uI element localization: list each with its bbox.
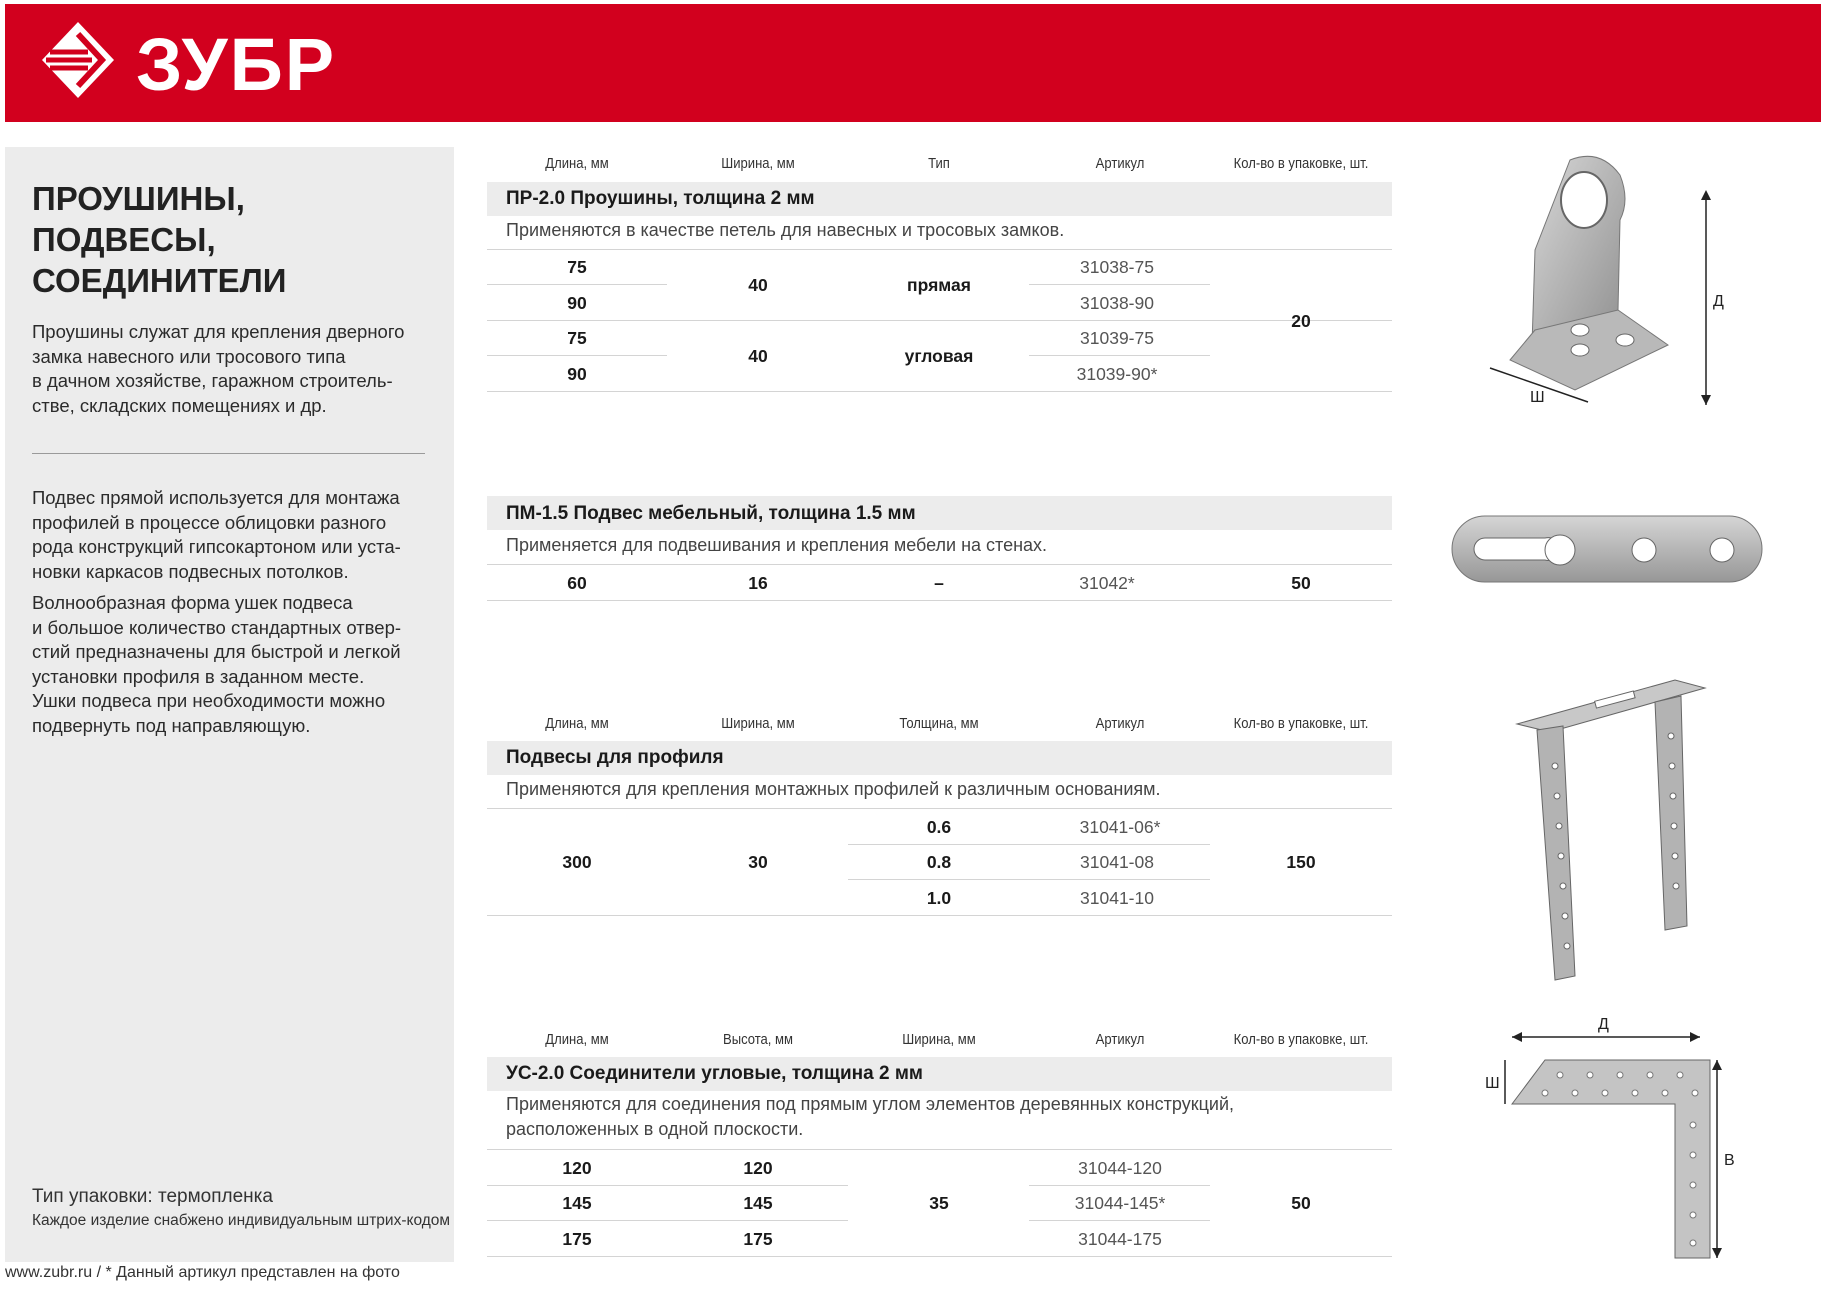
col-header-length: Длина, мм [545,716,609,732]
cell-thickness: 0.8 [926,852,952,872]
cell-length: 75 [567,328,587,348]
col-header-width: Ширина, мм [721,156,795,172]
furniture-hanger-illustration [1450,510,1765,590]
cell-width: 40 [748,275,768,295]
col-header-width: Ширина, мм [721,716,795,732]
row-divider [487,1149,1392,1150]
cell-length: 75 [567,257,587,277]
col-header-length: Длина, мм [545,1032,609,1048]
row-divider [487,249,1392,250]
section-title-profile-hangers: Подвесы для профиля [506,747,724,768]
row-divider [487,915,1392,916]
cell-length: 120 [562,1158,592,1178]
page-title: ПРОУШИНЫ, ПОДВЕСЫ, СОЕДИНИТЕЛИ [32,180,287,299]
footer-note: www.zubr.ru / * Данный артикул представлен на фото [5,1264,400,1281]
section-desc-pm15: Применяется для подвешивания и крепления мебели на стенах. [506,535,1048,555]
col-header-thickness: Толщина, мм [899,716,979,732]
cell-article: 31044-120 [1078,1158,1162,1178]
cell-width: 30 [748,852,768,872]
cell-article: 31042* [1079,573,1135,593]
sidebar-paragraph-hanger: Подвес прямой используется для монтажа профилей в процессе облицовки разного рода конструкций гипсокартоном или уста- новки каркасов подвесных потолков. [32,487,401,582]
row-divider [487,564,1392,565]
section-title-us20: УС-2.0 Соединители угловые, толщина 2 мм [506,1063,923,1084]
row-divider [1029,1185,1210,1186]
cell-article: 31044-145* [1074,1193,1166,1213]
row-divider [487,1185,848,1186]
dim-label-width: Ш [1530,389,1545,406]
zubr-logo [36,18,436,102]
section-desc-pr20: Применяются в качестве петель для навесных и тросовых замков. [506,220,1065,240]
row-divider [487,355,667,356]
col-header-article: Артикул [1095,156,1145,172]
eyelet-illustration [1470,150,1730,420]
col-header-height: Высота, мм [722,1032,794,1048]
profile-hanger-illustration [1515,676,1710,981]
cell-qty: 50 [1291,1193,1311,1213]
cell-length: 60 [567,573,587,593]
cell-length: 90 [567,364,587,384]
cell-thickness: 0.6 [926,817,952,837]
row-divider [487,1256,1392,1257]
col-header-article: Артикул [1095,1032,1145,1048]
section-title-pr20: ПР-2.0 Проушины, толщина 2 мм [506,188,815,209]
row-divider [487,808,1392,809]
cell-width: 16 [748,573,768,593]
zubr-emblem-icon [42,22,114,98]
section-desc-profile-hangers: Применяются для крепления монтажных профилей к различным основаниям. [506,779,1161,799]
cell-article: 31039-75 [1080,328,1154,348]
cell-length: 145 [562,1193,592,1213]
cell-height: 175 [743,1229,773,1249]
cell-article: 31041-08 [1080,852,1154,872]
row-divider [848,844,1210,845]
dim-label-length: Д [1713,293,1724,310]
cell-length: 300 [562,852,592,872]
dim-label-width: Ш [1485,1075,1500,1092]
row-divider [1029,355,1210,356]
col-header-qty: Кол-во в упаковке, шт. [1233,716,1369,732]
col-header-width: Ширина, мм [902,1032,976,1048]
cell-type: прямая [907,275,971,295]
packaging-type: Тип упаковки: термопленка [32,1186,273,1207]
row-divider [1029,284,1210,285]
row-divider [487,1220,848,1221]
row-divider [1029,1220,1210,1221]
cell-type: – [934,573,944,593]
cell-article: 31038-90 [1080,293,1154,313]
col-header-length: Длина, мм [545,156,609,172]
cell-width: 40 [748,346,768,366]
barcode-note: Каждое изделие снабжено индивидуальным штрих-кодом [32,1212,451,1229]
cell-length: 175 [562,1229,592,1249]
col-header-qty: Кол-во в упаковке, шт. [1233,1032,1369,1048]
col-header-article: Артикул [1095,716,1145,732]
cell-article: 31044-175 [1078,1229,1162,1249]
section-desc-us20: Применяются для соединения под прямым углом элементов деревянных конструкций, расположенных в одной плоскости. [506,1094,1235,1139]
sidebar-paragraph-hanger-shape: Волнообразная форма ушек подвеса и большое количество стандартных отвер- стий предназначены для быстрой и легкой установки профиля в заданном месте. Ушки подвеса при необходимости можно подвернуть под направляющую. [32,592,402,736]
cell-qty: 20 [1291,311,1311,331]
row-divider [487,600,1392,601]
col-header-qty: Кол-во в упаковке, шт. [1233,156,1369,172]
dim-label-height: В [1724,1152,1735,1169]
col-header-type: Тип [928,156,950,172]
dim-label-length: Д [1598,1016,1609,1033]
cell-qty: 50 [1291,573,1311,593]
corner-connector-illustration [1465,1015,1750,1265]
cell-height: 120 [743,1158,773,1178]
cell-qty: 150 [1286,852,1316,872]
cell-article: 31041-10 [1080,888,1154,908]
cell-article: 31039-90* [1076,364,1158,384]
cell-length: 90 [567,293,587,313]
cell-article: 31041-06* [1079,817,1161,837]
row-divider [848,879,1210,880]
row-divider [487,284,667,285]
row-divider [487,391,1392,392]
cell-type: угловая [904,346,974,366]
logo-wordmark: ЗУБР [136,23,337,102]
cell-thickness: 1.0 [926,888,952,908]
sidebar-divider [32,453,425,454]
cell-article: 31038-75 [1080,257,1154,277]
sidebar-paragraph-eyelets: Проушины служат для крепления дверного замка навесного или тросового типа в дачном хозяйстве, гаражном строитель- стве, складских помещениях и др. [32,321,405,416]
section-title-pm15: ПМ-1.5 Подвес мебельный, толщина 1.5 мм [506,503,916,524]
cell-height: 145 [743,1193,773,1213]
cell-width: 35 [929,1193,949,1213]
